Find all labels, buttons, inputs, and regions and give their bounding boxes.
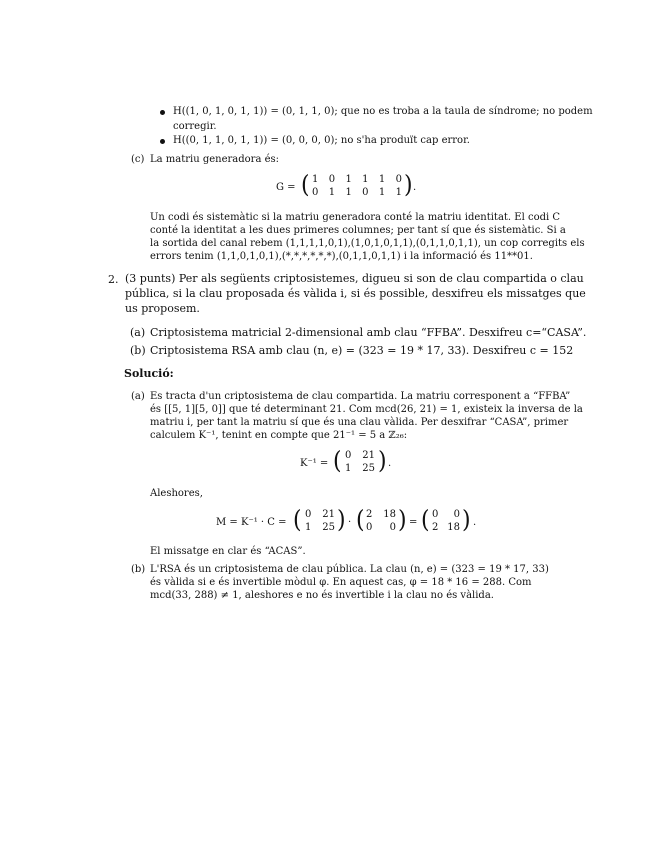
m2-matrix	[366, 508, 396, 534]
matrix-g-lhs: G =	[276, 182, 296, 193]
matrix-cell: 0	[366, 522, 373, 533]
kinv-matrix	[345, 449, 375, 475]
m1-row-2	[305, 521, 335, 534]
matrix-cell: 1	[345, 463, 352, 474]
matrix-cell: 1	[362, 174, 369, 185]
solution-a-line-1: Es tracta d'un criptosistema de clau compartida. La matriu corresponent a “FFBA”	[150, 391, 571, 402]
m3-row-1	[432, 508, 460, 521]
matrix-g-end: .	[413, 182, 417, 193]
m1-matrix	[305, 508, 335, 534]
matrix-cell: 0	[432, 509, 439, 520]
matrix-g	[312, 173, 402, 199]
matrix-cell: 18	[447, 522, 460, 533]
kinv-right-paren: )	[378, 447, 387, 476]
solution-a-line-3: matriu i, per tant la matriu sí que és una clau vàlida. Per desxifrar “CASA”, primer	[150, 417, 569, 428]
kinv-lhs: K⁻¹ =	[300, 458, 329, 469]
matrix-cell: 1	[345, 187, 352, 198]
kinv-left-paren: (	[333, 447, 342, 476]
matrix-cell: 0	[362, 187, 369, 198]
matrix-cell: 0	[345, 450, 352, 461]
m-eq: =	[409, 517, 418, 528]
problem-2-line-2: pública, si la clau proposada és vàlida i, si és possible, desxifreu els missatges que	[125, 287, 586, 300]
problem-2-line-1: (3 punts) Per als següents criptosistemes, digueu si son de clau compartida o clau	[125, 272, 584, 285]
matrix-cell: 1	[305, 522, 312, 533]
problem-2-item-a-text: Criptosistema matricial 2-dimensional amb clau “FFBA”. Desxifreu c=“CASA”.	[150, 326, 587, 339]
matrix-cell: 0	[389, 522, 396, 533]
bullet-1-line1: H((1, 0, 1, 0, 1, 1)) = (0, 1, 1, 0); que no es troba a la taula de síndrome; no podem	[173, 106, 593, 117]
m-dot: ·	[348, 517, 352, 528]
matrix-cell: 0	[305, 509, 312, 520]
solution-b-line-1: L'RSA és un criptosistema de clau pública. La clau (n, e) = (323 = 19 * 17, 33)	[150, 564, 549, 575]
m2-row-2	[366, 521, 396, 534]
kinv-end: .	[388, 458, 392, 469]
matrix-cell: 0	[312, 187, 319, 198]
clear-message: El missatge en clar és “ACAS”.	[150, 546, 306, 557]
m-end: .	[473, 517, 477, 528]
matrix-cell: 21	[362, 450, 375, 461]
m1-row-1	[305, 508, 335, 521]
part-c-para-1: Un codi és sistemàtic si la matriu generadora conté la matriu identitat. El codi C	[150, 212, 561, 223]
matrix-cell: 25	[322, 522, 335, 533]
matrix-g-row-2	[312, 186, 402, 199]
matrix-cell: 1	[312, 174, 319, 185]
m-lhs: M = K⁻¹ · C =	[216, 517, 287, 528]
kinv-row-2	[345, 462, 375, 475]
matrix-cell: 2	[432, 522, 439, 533]
m3-right-paren: )	[462, 506, 471, 535]
matrix-cell: 1	[345, 174, 352, 185]
solution-b-line-3: mcd(33, 288) ≠ 1, aleshores e no és invertible i la clau no és vàlida.	[150, 590, 494, 601]
part-c-label: (c)	[131, 154, 145, 165]
problem-2-item-b-label: (b)	[130, 344, 146, 357]
matrix-cell: 0	[453, 509, 460, 520]
problem-2-item-b-text: Criptosistema RSA amb clau (n, e) = (323 = 19 * 17, 33). Desxifreu c = 152	[150, 344, 574, 357]
matrix-g-row-1	[312, 173, 402, 186]
solution-b-label: (b)	[131, 564, 146, 575]
matrix-cell: 1	[328, 187, 336, 198]
solution-a-label: (a)	[131, 391, 145, 402]
m2-row-1	[366, 508, 396, 521]
matrix-g-left-paren: (	[301, 171, 310, 200]
bullet-dot-2	[160, 139, 165, 144]
part-c-para-2: conté la identitat a les dues primeres columnes; per tant sí que és sistemàtic. Si a	[150, 225, 566, 236]
matrix-cell: 21	[322, 509, 335, 520]
matrix-cell: 1	[378, 187, 386, 198]
matrix-cell: 1	[395, 187, 402, 198]
matrix-cell: 0	[395, 174, 402, 185]
part-c-para-4: errors tenim (1,1,0,1,0,1),(*,*,*,*,*,*),(0,1,1,0,1,1) i la informació és 11**01.	[150, 251, 533, 262]
m1-right-paren: )	[337, 506, 346, 535]
matrix-cell: 25	[362, 463, 375, 474]
kinv-row-1	[345, 449, 375, 462]
matrix-cell: 1	[378, 174, 386, 185]
solution-heading: Solució:	[124, 367, 174, 380]
problem-2-line-3: us proposem.	[125, 302, 200, 315]
part-c-intro: La matriu generadora és:	[150, 154, 280, 165]
part-c-para-3: la sortida del canal rebem (1,1,1,1,0,1),(1,0,1,0,1,1),(0,1,1,0,1,1), un cop corregits els	[150, 238, 585, 249]
bullet-1-line2: corregir.	[173, 121, 217, 132]
m1-left-paren: (	[293, 506, 302, 535]
matrix-cell: 2	[366, 509, 373, 520]
m3-row-2	[432, 521, 460, 534]
m2-left-paren: (	[356, 506, 365, 535]
solution-a-line-2: és [[5, 1][5, 0]] que té determinant 21. Com mcd(26, 21) = 1, existeix la inversa de la	[150, 404, 583, 415]
solution-b-line-2: és vàlida si e és invertible mòdul φ. En aquest cas, φ = 18 * 16 = 288. Com	[150, 577, 532, 588]
matrix-cell: 0	[328, 174, 336, 185]
solution-a-line-4: calculem K⁻¹, tenint en compte que 21⁻¹ = 5 a ℤ₂₆:	[150, 430, 408, 441]
bullet-dot-1	[160, 110, 165, 115]
matrix-cell: 18	[383, 509, 396, 520]
matrix-g-right-paren: )	[404, 171, 413, 200]
problem-2-item-a-label: (a)	[130, 326, 146, 339]
m3-matrix	[432, 508, 460, 534]
bullet-2-line1: H((0, 1, 1, 0, 1, 1)) = (0, 0, 0, 0); no s'ha produït cap error.	[173, 135, 470, 146]
aleshores: Aleshores,	[150, 488, 203, 499]
problem-2-number: 2.	[108, 273, 119, 286]
m2-right-paren: )	[398, 506, 407, 535]
m3-left-paren: (	[421, 506, 430, 535]
